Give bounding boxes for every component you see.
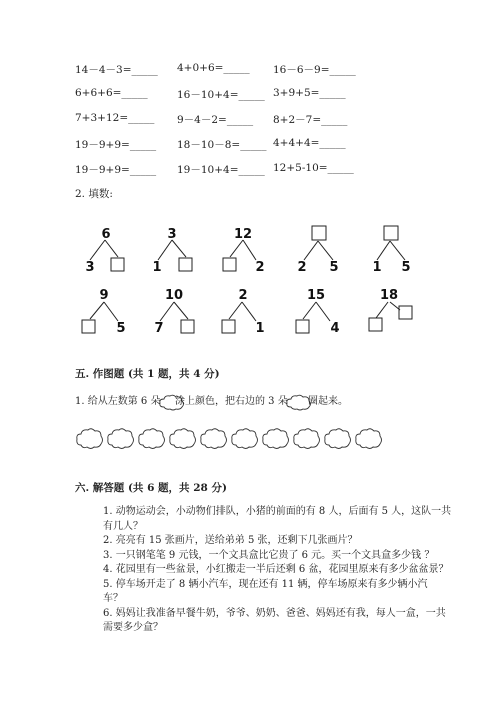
answer-box (181, 320, 194, 333)
cloud-icon (261, 427, 290, 451)
tree-number: 1 (372, 260, 382, 275)
tree-number: 5 (329, 260, 339, 275)
tree-number: 15 (306, 288, 326, 303)
question-list (103, 505, 451, 636)
tree-number: 5 (116, 321, 126, 336)
tree-number: 3 (85, 260, 95, 275)
question-line: 3. 一只钢笔笔 9 元钱，一个文具盒比它贵了 6 元。买一个文具盒多少钱 ？ (103, 549, 435, 561)
question-line: 有几人？ (103, 520, 143, 532)
tree-number: 1 (255, 321, 265, 336)
section6-title: 六. 解答题 (共 6 题，共 28 分) (75, 482, 227, 494)
equation: 6+6+6=_____ (75, 87, 148, 99)
question-line: 2. 亮亮有 15 张画片，送给弟弟 5 张，还剩下几张画片？ (103, 535, 358, 546)
tree-number: 2 (297, 260, 307, 275)
equation: 3+9+5=_____ (273, 87, 346, 99)
equation: 19－9+9=_____ (75, 139, 157, 151)
equation: 16－10+4=_____ (177, 89, 265, 101)
answer-box (296, 320, 309, 333)
tree-number: 5 (401, 260, 411, 275)
cloud-icon (354, 427, 383, 451)
section5-title: 五. 作图题 (共 1 题，共 4 分) (75, 368, 220, 380)
equation: 19－9+9=_____ (75, 164, 157, 176)
question-line: 需要多少盒？ (103, 622, 163, 633)
cloud-icon (199, 427, 228, 451)
s5-text-c: 圈起来。 (308, 396, 348, 407)
answer-box (369, 318, 382, 331)
tree-number: 10 (164, 288, 184, 303)
tree-number: 4 (330, 321, 340, 336)
answer-box (222, 320, 235, 333)
question-line: 1. 动物运动会，小动物们排队，小猪的前面的有 8 人，后面有 5 人，这队一共 (103, 506, 452, 517)
equation: 12+5-10=_____ (273, 162, 354, 174)
question-line: 车？ (103, 593, 123, 604)
question-line: 4. 花园里有一些盆景，小红搬走一半后还剩 6 盆，花园里原来有多少盆盆景？ (103, 564, 449, 575)
equation: 16－6－9=_____ (273, 64, 356, 76)
cloud-icon (106, 427, 135, 451)
cloud-icon (292, 427, 321, 451)
equation: 8+2－7=_____ (273, 114, 348, 126)
equation: 9－4－2=_____ (177, 114, 254, 126)
answer-box (111, 258, 124, 271)
equation: 4+0+6=_____ (177, 62, 250, 74)
tree-number: 9 (99, 288, 109, 303)
answer-box (399, 306, 412, 319)
fill-heading: 2. 填数: (75, 188, 113, 200)
s5-text-a: 1. 给从左数第 6 朵 (75, 396, 161, 407)
tree-number: 1 (152, 260, 162, 275)
equation: 18－10－8=_____ (177, 139, 267, 151)
answer-box (312, 226, 326, 240)
tree-number: 7 (154, 321, 164, 336)
cloud-icon (137, 427, 166, 451)
tree-number: 6 (101, 227, 111, 242)
equation: 7+3+12=_____ (75, 112, 155, 124)
cloud-icon (323, 427, 352, 451)
tree-number: 2 (255, 260, 265, 275)
equation: 14－4－3=_____ (75, 64, 158, 76)
question-line: 5. 停车场开走了 8 辆小汽车，现在还有 11 辆，停车场原来有多少辆小汽 (103, 578, 428, 590)
tree-number: 3 (167, 227, 177, 242)
equation: 19－10+4=_____ (177, 164, 265, 176)
cloud-icon (75, 427, 104, 451)
answer-box (179, 258, 192, 271)
question-line: 6. 妈妈让我准备早餐牛奶，爷爷、奶奶、爸爸、妈妈还有我，每人一盒，一共 (103, 607, 446, 619)
s5-text-b: 涂上颜色，把右边的 3 朵 (175, 396, 288, 407)
equation: 4+4+4=_____ (273, 137, 346, 149)
answer-box (223, 258, 236, 271)
cloud-icon (168, 427, 197, 451)
tree-number: 12 (233, 227, 253, 242)
answer-box (384, 226, 398, 240)
answer-box (82, 320, 95, 333)
cloud-icon (230, 427, 259, 451)
tree-number: 2 (238, 288, 248, 303)
cloud-row (75, 427, 395, 453)
tree-number: 18 (379, 288, 399, 303)
